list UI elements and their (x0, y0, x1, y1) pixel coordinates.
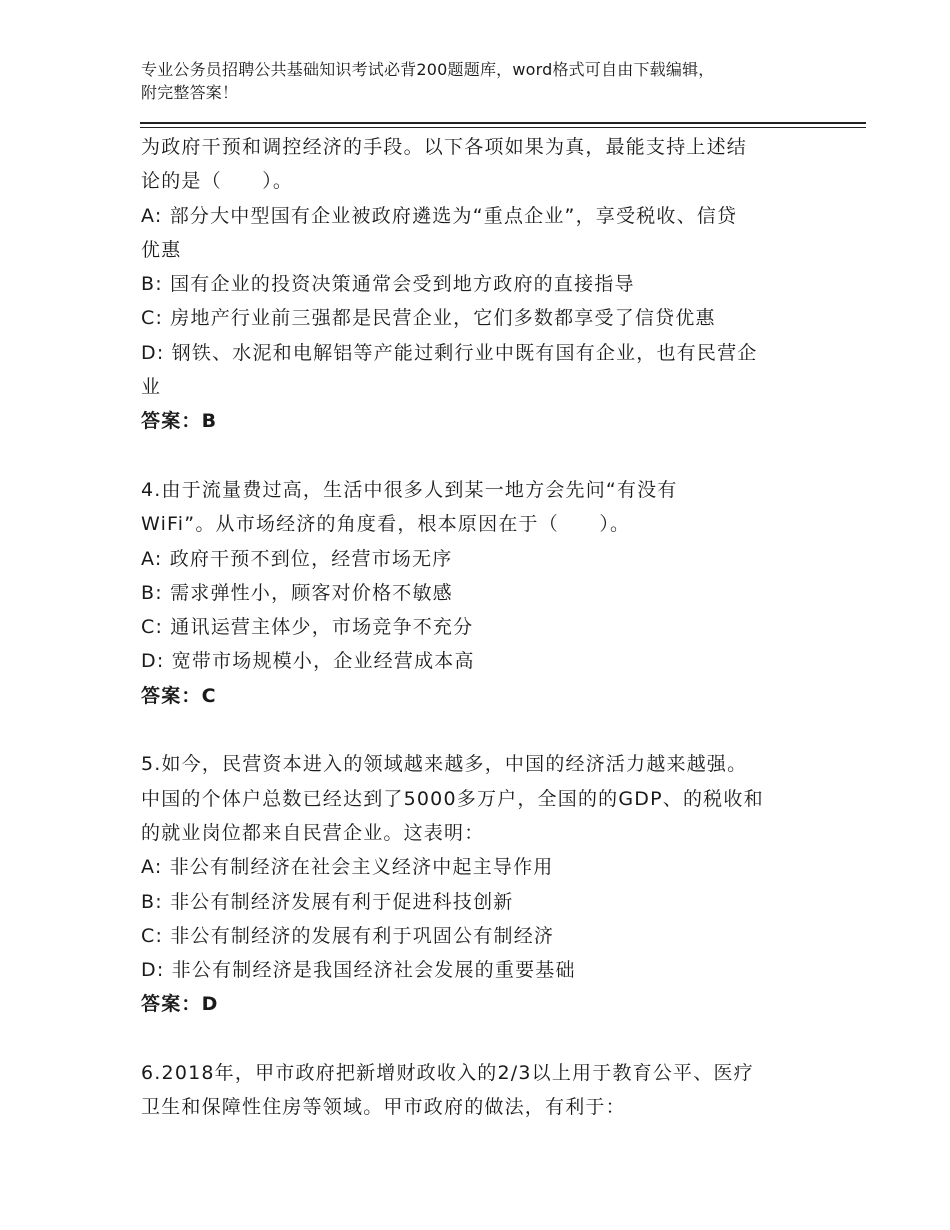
question-3-option-c: C: 房地产行业前三强都是民营企业，它们多数都享受了信贷优惠 (141, 307, 716, 330)
question-3-option-b: B: 国有企业的投资决策通常会受到地方政府的直接指导 (141, 273, 635, 296)
header-title-line-1: 专业公务员招聘公共基础知识考试必背200题题库，word格式可自由下载编辑， (141, 60, 715, 79)
question-6-stem-line-2: 卫生和保障性住房等领域。甲市政府的做法，有利于： (141, 1096, 626, 1119)
question-3-stem-line-2: 论的是（ ）。 (141, 170, 294, 193)
question-content (141, 130, 821, 1125)
question-4-option-d: D: 宽带市场规模小，企业经营成本高 (141, 650, 475, 673)
question-3-option-a-line-1: A: 部分大中型国有企业被政府遴选为“重点企业”，享受税收、信贷 (141, 204, 738, 227)
question-4-answer: 答案：C (141, 684, 217, 707)
question-5-stem-line-2: 中国的个体户总数已经达到了5000多万户，全国的的GDP、的税收和 (141, 787, 764, 810)
question-4-stem-line-1: 4.由于流量费过高，生活中很多人到某一地方会先问“有没有 (141, 478, 678, 501)
question-6-stem-line-1: 6.2018年，甲市政府把新增财政收入的2/3以上用于教育公平、医疗 (141, 1062, 754, 1085)
question-5 (141, 747, 821, 1021)
spacer (141, 1022, 821, 1056)
question-5-stem-line-1: 5.如今，民营资本进入的领域越来越多，中国的经济活力越来越强。 (141, 753, 748, 776)
question-5-answer: 答案：D (141, 993, 219, 1016)
page-header (141, 58, 821, 104)
spacer (141, 439, 821, 473)
header-title-line-2: 附完整答案！ (141, 83, 239, 102)
question-3-answer: 答案：B (141, 410, 218, 433)
question-4-option-c: C: 通讯运营主体少，市场竞争不充分 (141, 616, 474, 639)
question-5-option-c: C: 非公有制经济的发展有利于巩固公有制经济 (141, 924, 555, 947)
question-3-option-d-line-2: 业 (141, 376, 162, 399)
question-6 (141, 1056, 821, 1125)
spacer (141, 713, 821, 747)
question-3-option-a-line-2: 优惠 (141, 238, 182, 261)
question-3 (141, 130, 821, 439)
question-4-option-b: B: 需求弹性小，顾客对价格不敏感 (141, 581, 453, 604)
question-3-stem-line-1: 为政府干预和调控经济的手段。以下各项如果为真，最能支持上述结 (141, 136, 748, 158)
question-5-stem-line-3: 的就业岗位都来自民营企业。这表明： (141, 821, 485, 844)
header-divider-thin (140, 127, 866, 128)
question-4-stem-line-2: WiFi”。从市场经济的角度看，根本原因在于（ ）。 (141, 513, 631, 536)
question-4-option-a: A: 政府干预不到位，经营市场无序 (141, 547, 453, 570)
question-3-option-d-line-1: D: 钢铁、水泥和电解铝等产能过剩行业中既有国有企业，也有民营企 (141, 341, 758, 364)
question-5-option-a: A: 非公有制经济在社会主义经济中起主导作用 (141, 856, 554, 879)
question-5-option-d: D: 非公有制经济是我国经济社会发展的重要基础 (141, 959, 576, 982)
question-4 (141, 473, 821, 713)
question-5-option-b: B: 非公有制经济发展有利于促进科技创新 (141, 890, 514, 913)
header-divider-thick (140, 122, 866, 124)
